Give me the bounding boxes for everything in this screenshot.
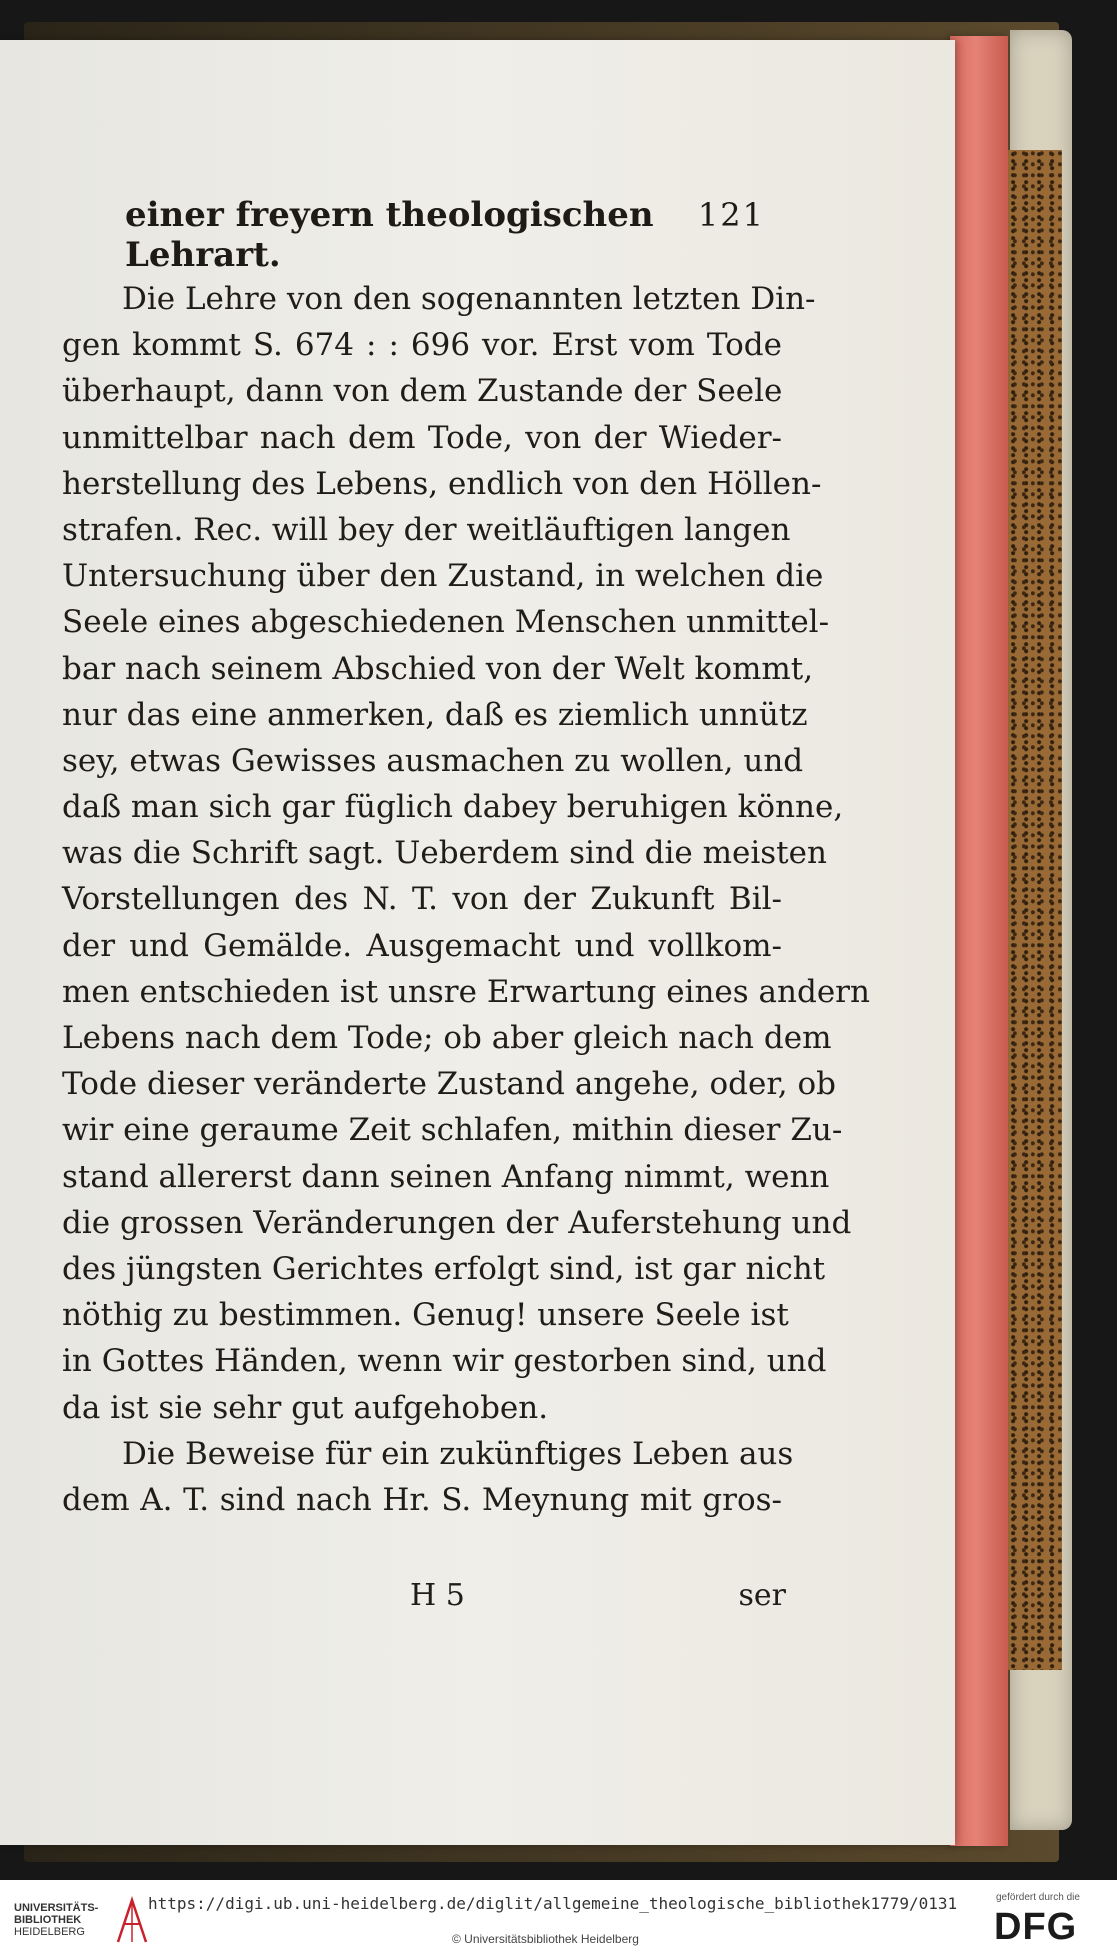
library-logo-icon bbox=[112, 1892, 152, 1948]
text-line: die grossen Veränderungen der Auferstehung und bbox=[62, 1204, 852, 1241]
text-line: gen kommt S. 674 : : 696 vor. Erst vom Tode bbox=[62, 327, 782, 364]
text-line: dem A. T. sind nach Hr. S. Meynung mit gros- bbox=[62, 1481, 782, 1518]
text-line: Die Lehre von den sogenannten letzten Din- bbox=[122, 281, 816, 317]
running-header bbox=[125, 195, 765, 275]
text-line: Lebens nach dem Tode; ob aber gleich nach dem bbox=[62, 1020, 832, 1056]
text-line: überhaupt, dann von dem Zustande der Seele bbox=[62, 373, 783, 410]
library-name-line: BIBLIOTHEK bbox=[14, 1914, 82, 1926]
text-line: strafen. Rec. will bey der weitläuftigen langen bbox=[62, 511, 791, 548]
library-name-line: UNIVERSITÄTS- bbox=[14, 1902, 99, 1914]
text-line: bar nach seinem Abschied von der Welt kommt, bbox=[62, 650, 814, 687]
text-line: der und Gemälde. Ausgemacht und vollkom- bbox=[62, 927, 782, 964]
text-line: daß man sich gar füglich dabey beruhigen könne, bbox=[62, 789, 844, 826]
library-name-line: HEIDELBERG bbox=[14, 1926, 85, 1938]
catchword: ser bbox=[738, 1578, 786, 1613]
text-line: was die Schrift sagt. Ueberdem sind die meisten bbox=[62, 835, 827, 872]
library-logo-text bbox=[14, 1902, 98, 1938]
text-line: Untersuchung über den Zustand, in welchen die bbox=[62, 558, 824, 595]
marbled-endpaper bbox=[1004, 150, 1062, 1670]
text-line: da ist sie sehr gut aufgehoben. bbox=[62, 1389, 549, 1426]
viewer-footer-bar bbox=[0, 1880, 1117, 1960]
permalink-url[interactable]: https://digi.ub.uni-heidelberg.de/diglit/allgemeine_theologische_bibliothek1779/0131 bbox=[148, 1894, 958, 1913]
text-line: men entschieden ist unsre Erwartung eines andern bbox=[62, 973, 870, 1010]
text-line: wir eine geraume Zeit schlafen, mithin dieser Zu- bbox=[62, 1112, 843, 1149]
copyright-notice: © Universitätsbibliothek Heidelberg bbox=[452, 1932, 639, 1946]
page-number: 121 bbox=[697, 196, 765, 234]
page-footer bbox=[410, 1578, 786, 1618]
dfg-logo: DFG bbox=[994, 1906, 1078, 1948]
text-line: herstellung des Lebens, endlich von den Höllen- bbox=[62, 465, 822, 502]
text-line: nur das eine anmerken, daß es ziemlich unnütz bbox=[62, 696, 808, 733]
text-line: stand allererst dann seinen Anfang nimmt, wenn bbox=[62, 1158, 830, 1195]
header-title: einer freyern theologischen Lehrart. bbox=[125, 195, 654, 275]
signature-mark: H 5 bbox=[410, 1578, 465, 1613]
text-line: sey, etwas Gewisses ausmachen zu wollen, und bbox=[62, 742, 804, 779]
body-text bbox=[62, 276, 870, 1523]
text-line: des jüngsten Gerichtes erfolgt sind, ist gar nicht bbox=[62, 1250, 826, 1287]
text-line: Vorstellungen des N. T. von der Zukunft Bil- bbox=[62, 881, 782, 918]
text-line: in Gottes Händen, wenn wir gestorben sind, und bbox=[62, 1343, 827, 1380]
text-line: Tode dieser veränderte Zustand angehe, oder, ob bbox=[62, 1066, 836, 1103]
text-line: nöthig zu bestimmen. Genug! unsere Seele ist bbox=[62, 1297, 789, 1334]
text-line: Die Beweise für ein zukünftiges Leben aus bbox=[122, 1435, 794, 1472]
text-line: Seele eines abgeschiedenen Menschen unmittel- bbox=[62, 604, 830, 641]
funded-by-label: gefördert durch die bbox=[996, 1892, 1080, 1903]
red-page-edges bbox=[950, 36, 1008, 1846]
text-line: unmittelbar nach dem Tode, von der Wieder- bbox=[62, 419, 782, 456]
